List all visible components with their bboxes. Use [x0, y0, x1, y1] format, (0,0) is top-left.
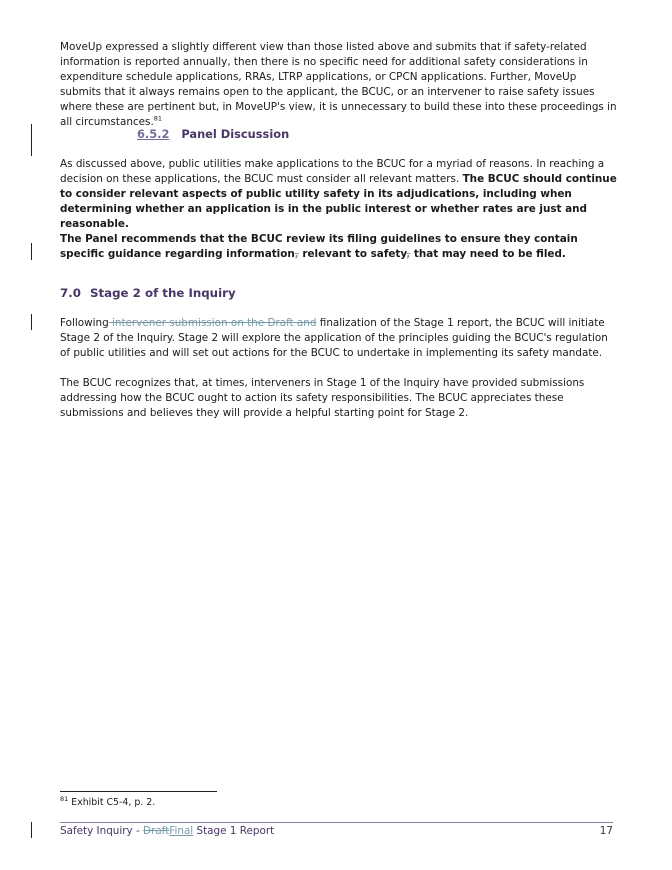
paragraph-bcuc-recognizes — [60, 376, 620, 421]
footnote-number: 81 — [60, 794, 69, 803]
section-title: Panel Discussion — [181, 127, 290, 141]
footnote-text: Exhibit C5-4, p. 2. — [71, 797, 156, 808]
paragraph-text: Following — [60, 317, 109, 329]
paragraph-text: MoveUp expressed a slightly different view than those listed above and submits that if safety-related information is reported annually, then there is no specific need for additional safety considerations in expenditure schedule applications, RRAs, LTRP applications, or CPCN applications. Further, MoveUp submits that it always remains open to the applicant, the BCUC, or an intervener to raise safety issues where these are pertinent but, in MoveUP's view, it is unnecessary to build these into these proceedings in all circumstances. — [60, 41, 617, 128]
deleted-text: intervener submission on the Draft and — [108, 317, 317, 329]
paragraph-bold-text: The BCUC should continue to consider relevant aspects of public utility safety in its adjudications, including when determining whether an application is in the public interest or whether rates are just and reasonable. — [60, 173, 617, 230]
paragraph-stage2-intro — [60, 316, 620, 361]
deleted-text: , — [294, 248, 299, 260]
section-heading-6-5-2 — [137, 127, 289, 141]
section-heading-7-0 — [60, 286, 236, 300]
footer-suffix: Stage 1 Report — [193, 825, 275, 837]
paragraph-recommendation — [60, 232, 620, 262]
deleted-text: Draft — [143, 825, 170, 837]
section-number: 7.0 — [60, 286, 81, 300]
page-number: 17 — [599, 825, 613, 837]
footnote — [60, 794, 156, 808]
paragraph-text: The Panel recommends that the BCUC review its filing guidelines to ensure they contain specific guidance regarding information — [60, 233, 578, 260]
change-bar — [31, 124, 32, 156]
footnote-reference: 81 — [153, 114, 163, 123]
section-number: 6.5.2 — [137, 127, 170, 141]
footer-rule — [60, 822, 613, 823]
deleted-text: , — [406, 248, 411, 260]
paragraph-text: relevant to safety — [298, 248, 407, 260]
paragraph-moveup-view — [60, 40, 620, 130]
paragraph-text: that may need to be filed. — [410, 248, 566, 260]
change-bar — [31, 314, 32, 330]
footer-title — [60, 825, 274, 837]
paragraph-text: The BCUC recognizes that, at times, interveners in Stage 1 of the Inquiry have provided submissions addressing how the BCUC ought to action its safety responsibilities. The BCUC appreciates these submissions and believes they will provide a helpful starting point for Stage 2. — [60, 377, 585, 419]
paragraph-text: As discussed above, public utilities make applications to the BCUC for a myriad of reasons. In reaching a decision on these applications, the BCUC must consider all relevant matters. — [60, 158, 605, 185]
footnote-separator — [60, 791, 217, 792]
inserted-text: Final — [169, 825, 194, 837]
change-bar — [31, 822, 32, 838]
footer-prefix: Safety Inquiry - — [60, 825, 144, 837]
change-bar — [31, 243, 32, 260]
section-title: Stage 2 of the Inquiry — [90, 286, 236, 300]
paragraph-text: finalization of the Stage 1 report, the BCUC will initiate Stage 2 of the Inquiry. Stage 2 will explore the application of the principles guiding the BCUC's regulation of public utilities and will set out actions for the BCUC to undertake in implementing its safety mandate. — [60, 317, 608, 359]
paragraph-panel-discussion — [60, 157, 620, 232]
